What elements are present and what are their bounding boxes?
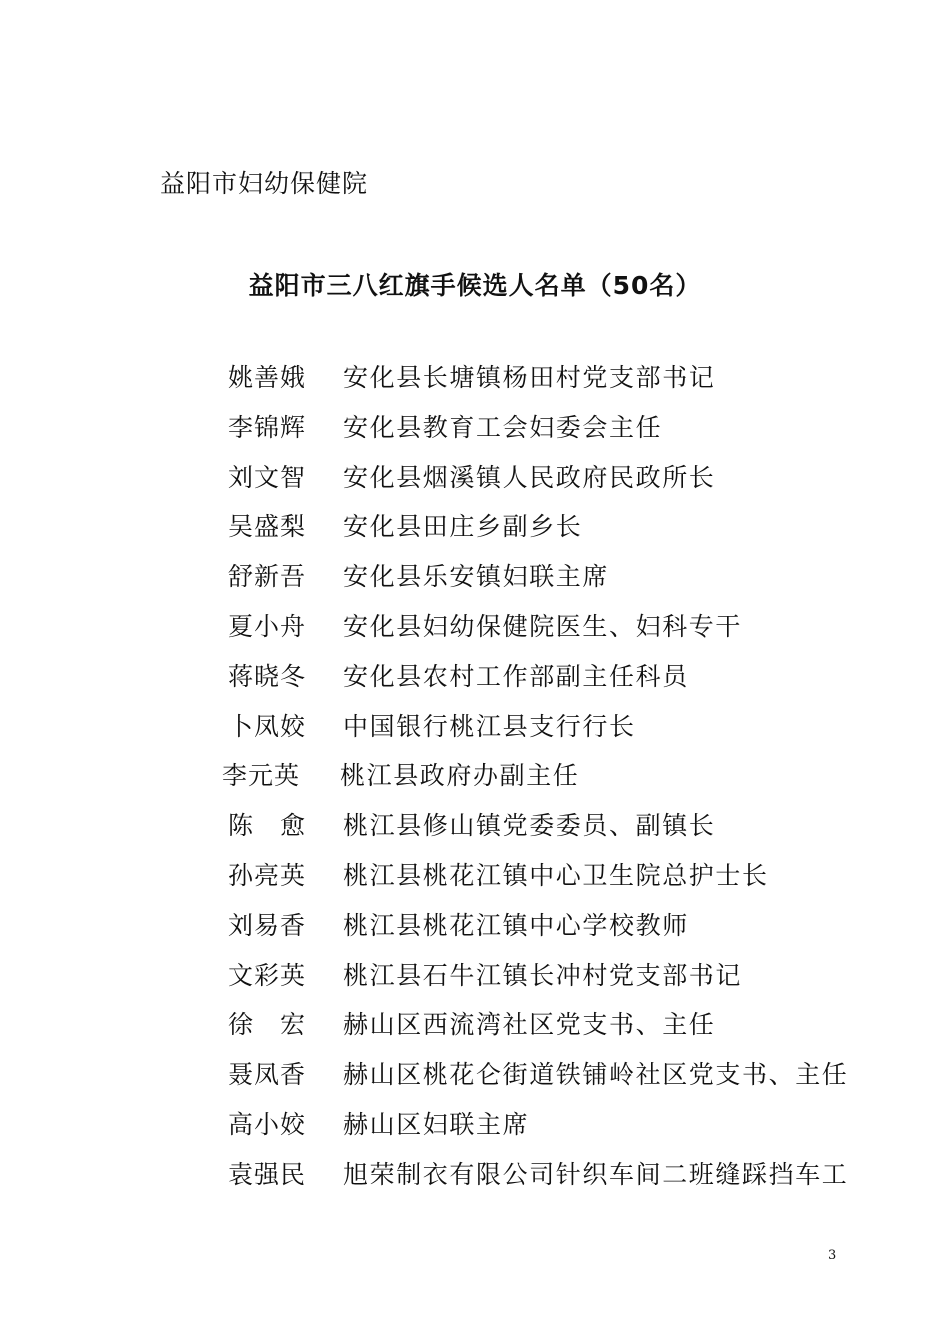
candidate-position: 安化县教育工会妇委会主任 [343, 412, 663, 442]
list-item [0, 709, 950, 759]
candidate-name: 李元英 [222, 761, 301, 791]
list-item [0, 858, 950, 908]
candidate-position: 安化县田庄乡副乡长 [343, 512, 583, 542]
list-item [0, 908, 950, 958]
candidate-position: 赫山区西流湾社区党支书、主任 [343, 1010, 716, 1040]
candidate-name: 孙亮英 [228, 860, 307, 890]
list-item [0, 460, 950, 510]
list-item [0, 410, 950, 460]
list-item [0, 559, 950, 609]
candidate-position: 桃江县修山镇党委委员、副镇长 [343, 811, 716, 841]
candidate-name: 刘文智 [228, 462, 307, 492]
list-item [0, 360, 950, 410]
candidate-position: 中国银行桃江县支行行长 [343, 711, 636, 741]
list-item [0, 808, 950, 858]
candidate-name: 徐 宏 [228, 1010, 307, 1040]
list-title: 益阳市三八红旗手候选人名单（50名） [248, 271, 702, 300]
candidate-name: 袁强民 [228, 1159, 307, 1189]
candidate-name: 高小姣 [228, 1109, 307, 1139]
candidate-position: 桃江县桃花江镇中心学校教师 [343, 910, 689, 940]
candidate-name: 姚善娥 [228, 363, 307, 392]
candidate-name: 吴盛梨 [228, 512, 307, 542]
candidate-position: 安化县烟溪镇人民政府民政所长 [343, 462, 716, 492]
candidate-position: 安化县乐安镇妇联主席 [343, 562, 610, 592]
candidate-position: 安化县农村工作部副主任科员 [343, 661, 689, 691]
list-item [0, 659, 950, 709]
list-item [0, 958, 950, 1008]
candidate-list [0, 360, 950, 1207]
candidate-name: 舒新吾 [228, 562, 307, 592]
candidate-name: 卜凤姣 [228, 711, 307, 741]
organization-line: 益阳市妇幼保健院 [160, 169, 369, 198]
list-item [0, 1157, 950, 1207]
candidate-position: 旭荣制衣有限公司针织车间二班缝踩挡车工 [343, 1159, 849, 1189]
candidate-position: 桃江县政府办副主任 [340, 761, 580, 791]
list-item [0, 609, 950, 659]
list-item [0, 758, 950, 808]
list-item [0, 1107, 950, 1157]
candidate-position: 桃江县石牛江镇长冲村党支部书记 [343, 960, 743, 990]
candidate-position: 赫山区妇联主席 [343, 1109, 530, 1139]
candidate-name: 刘易香 [228, 910, 307, 940]
candidate-position: 桃江县桃花江镇中心卫生院总护士长 [343, 860, 769, 890]
candidate-name: 夏小舟 [228, 611, 307, 641]
list-item [0, 1007, 950, 1057]
list-item [0, 509, 950, 559]
candidate-name: 李锦辉 [228, 412, 307, 442]
candidate-name: 聂凤香 [228, 1060, 307, 1090]
candidate-position: 安化县长塘镇杨田村党支部书记 [343, 363, 716, 392]
candidate-name: 陈 愈 [228, 811, 307, 841]
candidate-name: 蒋晓冬 [228, 661, 307, 691]
candidate-position: 安化县妇幼保健院医生、妇科专干 [343, 611, 743, 641]
page-number: 3 [828, 1248, 837, 1263]
candidate-name: 文彩英 [228, 960, 307, 990]
candidate-position: 赫山区桃花仑街道铁铺岭社区党支书、主任 [343, 1060, 849, 1090]
list-item [0, 1057, 950, 1107]
